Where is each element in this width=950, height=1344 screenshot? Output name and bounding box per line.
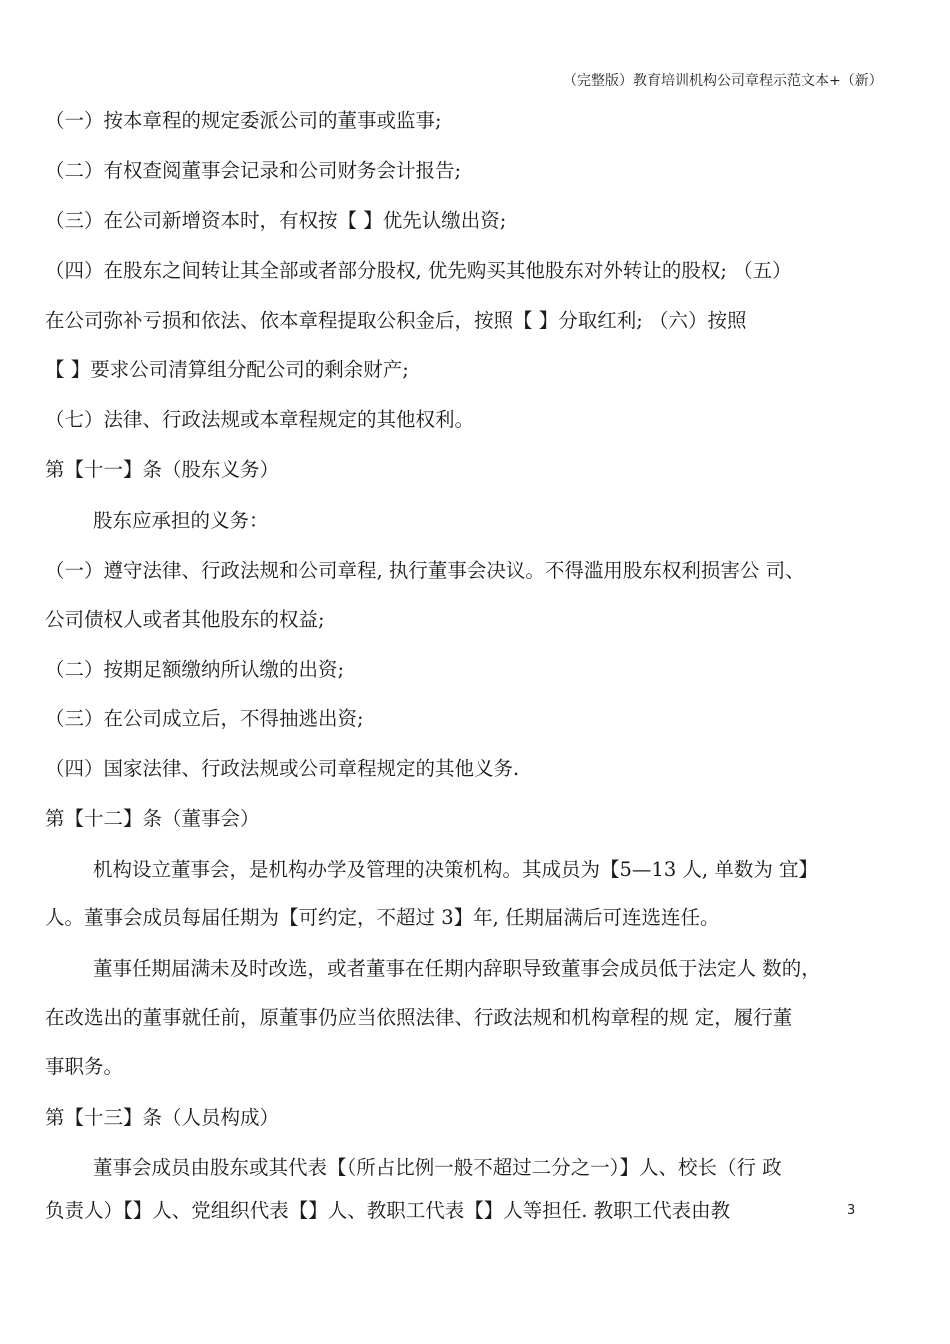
text-line: 股东应承担的义务：	[93, 509, 269, 532]
text-line: 【 】要求公司清算组分配公司的剩余财产;	[45, 358, 409, 381]
text-line: 事职务。	[45, 1055, 124, 1078]
text-line: 在改选出的董事就任前，原董事仍应当依照法律、行政法规和机构章程的规 定，履行董	[45, 1006, 793, 1029]
text-line: （一）按本章程的规定委派公司的董事或监事;	[45, 109, 442, 132]
text-line: （一）遵守法律、行政法规和公司章程, 执行董事会决议。不得滥用股东权利损害公 司、	[45, 559, 805, 582]
article-heading: 第【十二】条（董事会）	[45, 807, 260, 830]
text-line: （二）有权查阅董事会记录和公司财务会计报告;	[45, 159, 462, 182]
document-header-title: （完整版）教育培训机构公司章程示范文本+（新）	[563, 73, 883, 89]
text-line: （二）按期足额缴纳所认缴的出资;	[45, 658, 345, 681]
page-number: 3	[847, 1203, 856, 1218]
text-line: 人。董事会成员每届任期为【可约定，不超过 3】年, 任期届满后可连选连任。	[45, 906, 720, 929]
text-line: 董事会成员由股东或其代表【（所占比例一般不超过二分之一）】人、校长（行 政	[93, 1156, 782, 1179]
text-line: 公司债权人或者其他股东的权益;	[45, 608, 325, 631]
text-line: （四）在股东之间转让其全部或者部分股权, 优先购买其他股东对外转让的股权; （五）	[45, 259, 792, 282]
text-line: 负责人）【】人、党组织代表【】人、教职工代表【】人等担任. 教职工代表由教	[45, 1199, 731, 1222]
text-line: 在公司弥补亏损和依法、依本章程提取公积金后，按照【 】分取红利; （六）按照	[45, 309, 747, 332]
text-line: （三）在公司成立后，不得抽逃出资;	[45, 707, 364, 730]
text-line: （七）法律、行政法规或本章程规定的其他权利。	[45, 408, 475, 431]
article-heading: 第【十三】条（人员构成）	[45, 1106, 280, 1129]
text-line: （三）在公司新增资本时，有权按【 】优先认缴出资;	[45, 209, 507, 232]
text-line: 董事任期届满未及时改选，或者董事在任期内辞职导致董事会成员低于法定人 数的，	[93, 957, 821, 980]
text-line: （四）国家法律、行政法规或公司章程规定的其他义务.	[45, 757, 520, 780]
article-heading: 第【十一】条（股东义务）	[45, 458, 280, 481]
text-line: 机构设立董事会，是机构办学及管理的决策机构。其成员为【5—13 人, 单数为 宜】	[93, 858, 819, 881]
